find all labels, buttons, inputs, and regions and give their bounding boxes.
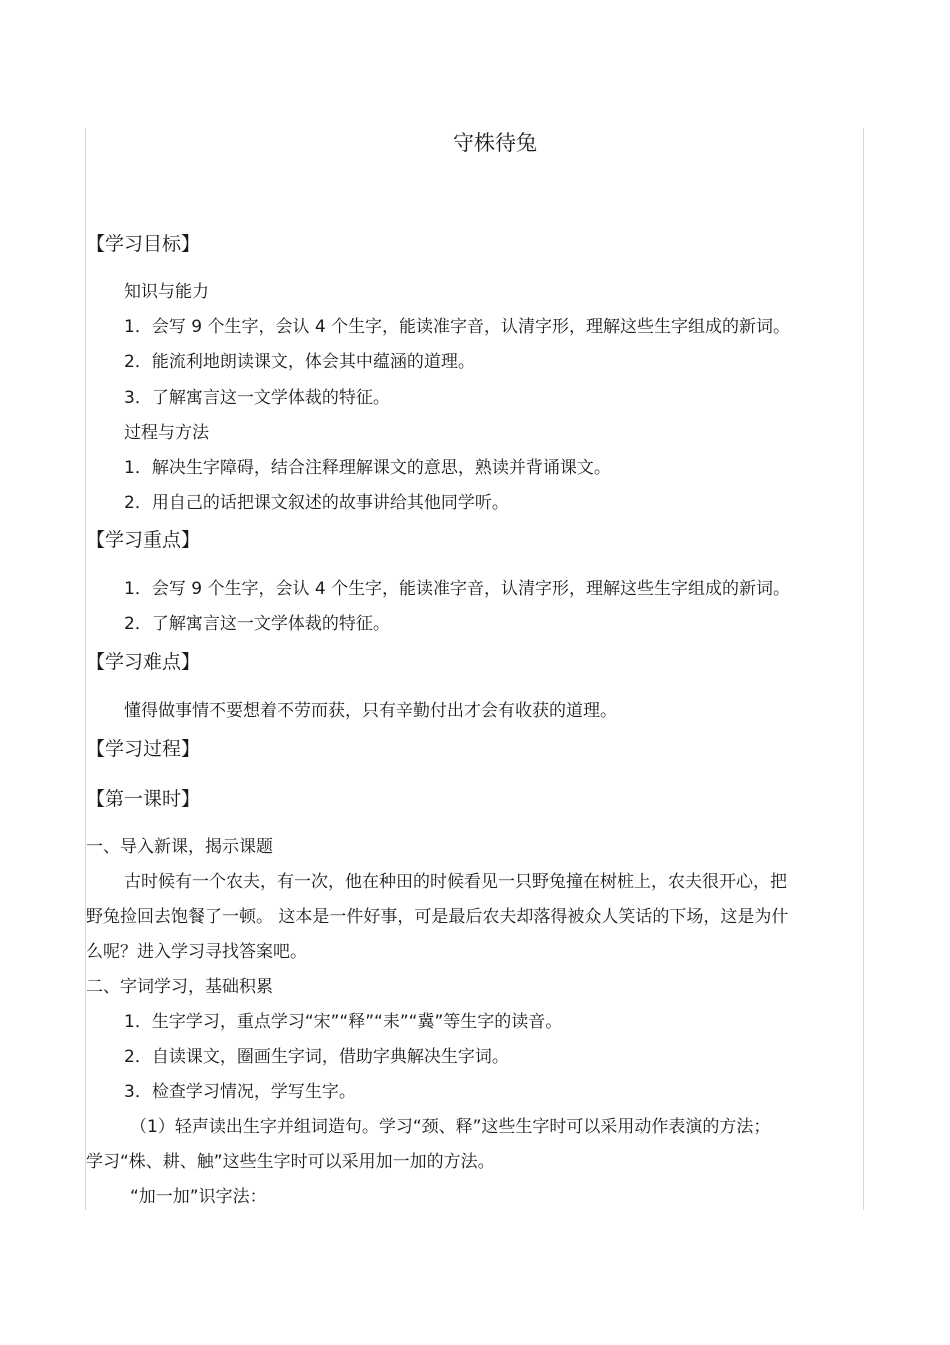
section-1-title: 一、导入新课，揭示课题 bbox=[86, 837, 273, 857]
difficulties-heading: 【学习难点】 bbox=[86, 651, 201, 673]
sub-paragraph-line: （1）轻声读出生字并组词造句。学习“颈、释”这些生字时可以采用动作表演的方法； bbox=[130, 1117, 771, 1137]
knowledge-item: 2．能流利地朗读课文，体会其中蕴涵的道理。 bbox=[124, 352, 475, 372]
key-points-heading: 【学习重点】 bbox=[86, 529, 201, 551]
process-method-item: 2．用自己的话把课文叙述的故事讲给其他同学听。 bbox=[124, 493, 509, 513]
key-point-item: 1．会写 9 个生字，会认 4 个生字，能读准字音，认清字形，理解这些生字组成的新词。 bbox=[124, 579, 791, 599]
section-2-item: 1．生字学习，重点学习“宋”“释”“耒”“冀”等生字的读音。 bbox=[124, 1012, 563, 1032]
section-1-line: 古时候有一个农夫，有一次，他在种田的时候看见一只野兔撞在树桩上，农夫很开心，把 bbox=[124, 872, 787, 892]
process-heading: 【学习过程】 bbox=[86, 738, 201, 760]
knowledge-item: 1．会写 9 个生字，会认 4 个生字，能读准字音，认清字形，理解这些生字组成的新词。 bbox=[124, 317, 791, 337]
section-2-item: 2．自读课文，圈画生字词，借助字典解决生字词。 bbox=[124, 1047, 509, 1067]
knowledge-item: 3．了解寓言这一文学体裁的特征。 bbox=[124, 388, 390, 408]
lesson-heading: 【第一课时】 bbox=[86, 788, 201, 810]
section-1-line: 野兔捡回去饱餐了一顿。 这本是一件好事，可是最后农夫却落得被众人笑话的下场，这是为什 bbox=[86, 907, 789, 927]
difficulties-text: 懂得做事情不要想着不劳而获，只有辛勤付出才会有收获的道理。 bbox=[124, 701, 617, 721]
knowledge-label: 知识与能力 bbox=[124, 282, 209, 302]
section-2-title: 二、字词学习，基础积累 bbox=[86, 977, 273, 997]
key-point-item: 2．了解寓言这一文学体裁的特征。 bbox=[124, 614, 390, 634]
goals-heading: 【学习目标】 bbox=[86, 233, 201, 255]
section-1-line: 么呢？进入学习寻找答案吧。 bbox=[86, 942, 307, 962]
document-title: 守株待兔 bbox=[453, 131, 537, 155]
right-margin-rule bbox=[863, 128, 864, 1210]
process-method-label: 过程与方法 bbox=[124, 423, 209, 443]
section-2-item: 3．检查学习情况，学写生字。 bbox=[124, 1082, 356, 1102]
process-method-item: 1．解决生字障碍，结合注释理解课文的意思，熟读并背诵课文。 bbox=[124, 458, 611, 478]
method-label: “加一加”识字法： bbox=[130, 1187, 267, 1207]
sub-paragraph-line: 学习“株、耕、触”这些生字时可以采用加一加的方法。 bbox=[86, 1152, 495, 1172]
